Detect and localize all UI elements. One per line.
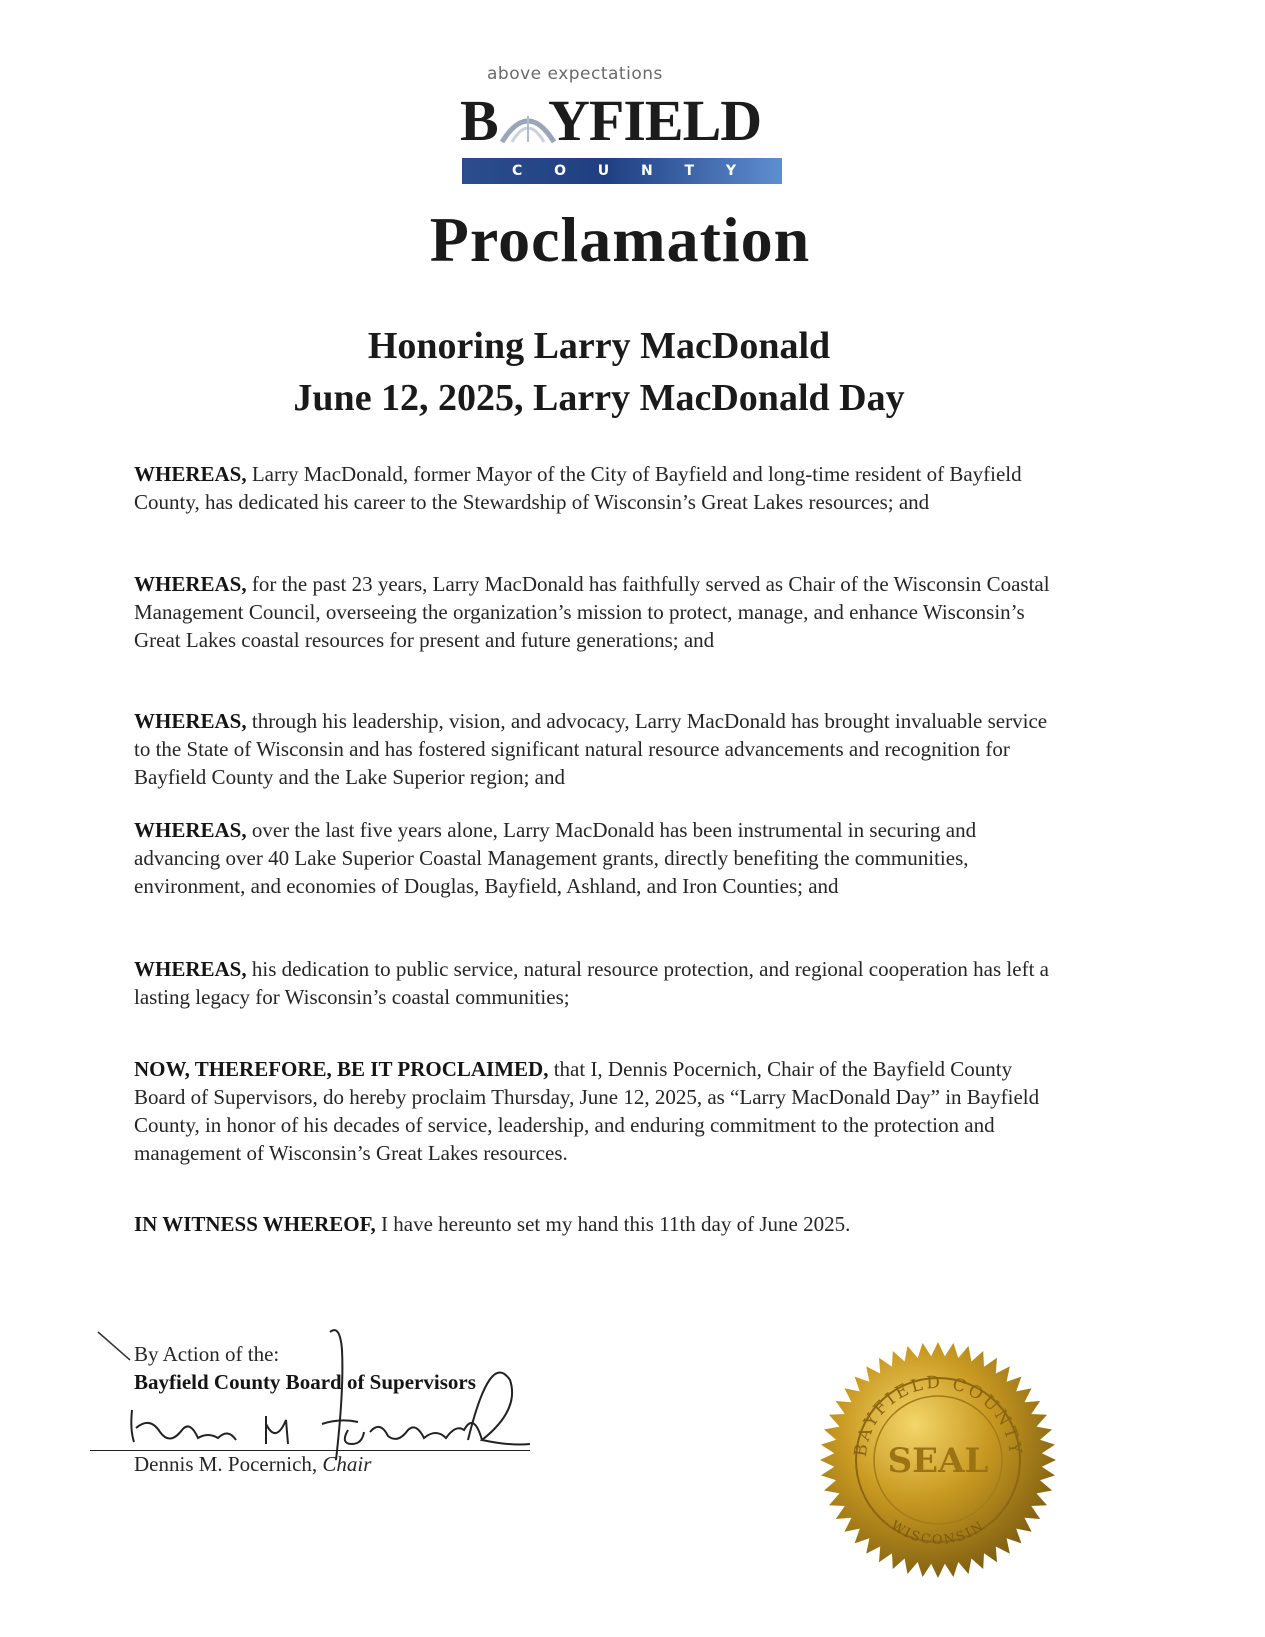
paragraph-text: over the last five years alone, Larry MacDonald has been instrumental in securing and advancing over 40 Lake Superior Coastal Management grants, directly benefiting the communities, environment, and economies of Douglas, Bayfield, Ashland, and Iron Counties; and <box>134 818 977 898</box>
board-name: Bayfield County Board of Supervisors <box>134 1370 476 1394</box>
paragraph-text: his dedication to public service, natural resource protection, and regional cooperation has left a lasting legacy for Wisconsin’s coastal communities; <box>134 957 1049 1009</box>
signer-full-name: Dennis M. Pocernich, <box>134 1452 323 1476</box>
gold-county-seal <box>818 1340 1058 1580</box>
county-letter: C <box>512 163 523 179</box>
county-letter: O <box>554 163 566 179</box>
witness-paragraph <box>134 1210 1064 1238</box>
whereas-paragraph <box>134 570 1064 654</box>
paragraph-text: I have hereunto set my hand this 11th day of June 2025. <box>375 1212 851 1236</box>
whereas-paragraph <box>134 707 1064 791</box>
document-title: Proclamation <box>429 204 811 275</box>
seal-text-center: SEAL <box>887 1441 989 1481</box>
paragraph-text: Larry MacDonald, former Mayor of the City of Bayfield and long-time resident of Bayfield County, has dedicated his career to the Stewardship of Wisconsin’s Great Lakes resources; and <box>134 462 1022 514</box>
signer-title: Chair <box>322 1452 372 1476</box>
seal-text-bottom: WISCONSIN <box>887 1518 989 1549</box>
county-letter: T <box>684 163 695 179</box>
signer-name <box>134 1450 371 1478</box>
handwritten-signature <box>90 1320 540 1470</box>
by-action-label: By Action of the: <box>134 1342 280 1366</box>
logo-wordmark <box>460 86 800 156</box>
wordmark-first-letter: B <box>460 88 498 153</box>
proclamation-paragraph <box>134 1055 1064 1167</box>
whereas-paragraph <box>134 816 1064 900</box>
whereas-paragraph <box>134 955 1064 1011</box>
paragraph-lead: WHEREAS, <box>134 709 247 733</box>
logo-tagline: above expectations <box>487 64 663 84</box>
paragraph-text: that I, Dennis Pocernich, Chair of the Bayfield County Board of Supervisors, do hereby proclaim Thursday, June 12, 2025, as “Larry MacDonald Day” in Bayfield County, in honor of his decades of service, leadership, and enduring commitment to the protection and management of Wisconsin’s Great Lakes resources. <box>134 1057 1040 1165</box>
paragraph-lead: WHEREAS, <box>134 462 247 486</box>
county-letter: N <box>640 163 653 179</box>
county-letter: Y <box>725 163 736 179</box>
paragraph-text: for the past 23 years, Larry MacDonald has faithfully served as Chair of the Wisconsin Coastal Management Council, overseeing the organization’s mission to protect, manage, and enhance Wisconsin’s Great Lakes coastal resources for present and future generations; and <box>134 572 1050 652</box>
whereas-paragraph <box>134 460 1064 516</box>
paragraph-lead: NOW, THEREFORE, BE IT PROCLAIMED, <box>134 1057 549 1081</box>
paragraph-lead: WHEREAS, <box>134 572 247 596</box>
paragraph-lead: WHEREAS, <box>134 818 247 842</box>
heading-honoring: Honoring Larry MacDonald <box>367 325 831 367</box>
paragraph-lead: WHEREAS, <box>134 957 247 981</box>
bayfield-county-logo <box>460 64 800 184</box>
paragraph-lead: IN WITNESS WHEREOF, <box>134 1212 376 1236</box>
wordmark-rest: YFIELD <box>548 88 762 153</box>
seal-text-top: BAYFIELD COUNTY <box>850 1372 1026 1458</box>
county-letter: U <box>597 163 610 179</box>
paragraph-text: through his leadership, vision, and advocacy, Larry MacDonald has brought invaluable service to the State of Wisconsin and has fostered significant natural resource advancements and recognition for Bayfield County and the Lake Superior region; and <box>134 709 1048 789</box>
heading-date: June 12, 2025, Larry MacDonald Day <box>293 377 905 419</box>
county-banner <box>462 158 782 184</box>
